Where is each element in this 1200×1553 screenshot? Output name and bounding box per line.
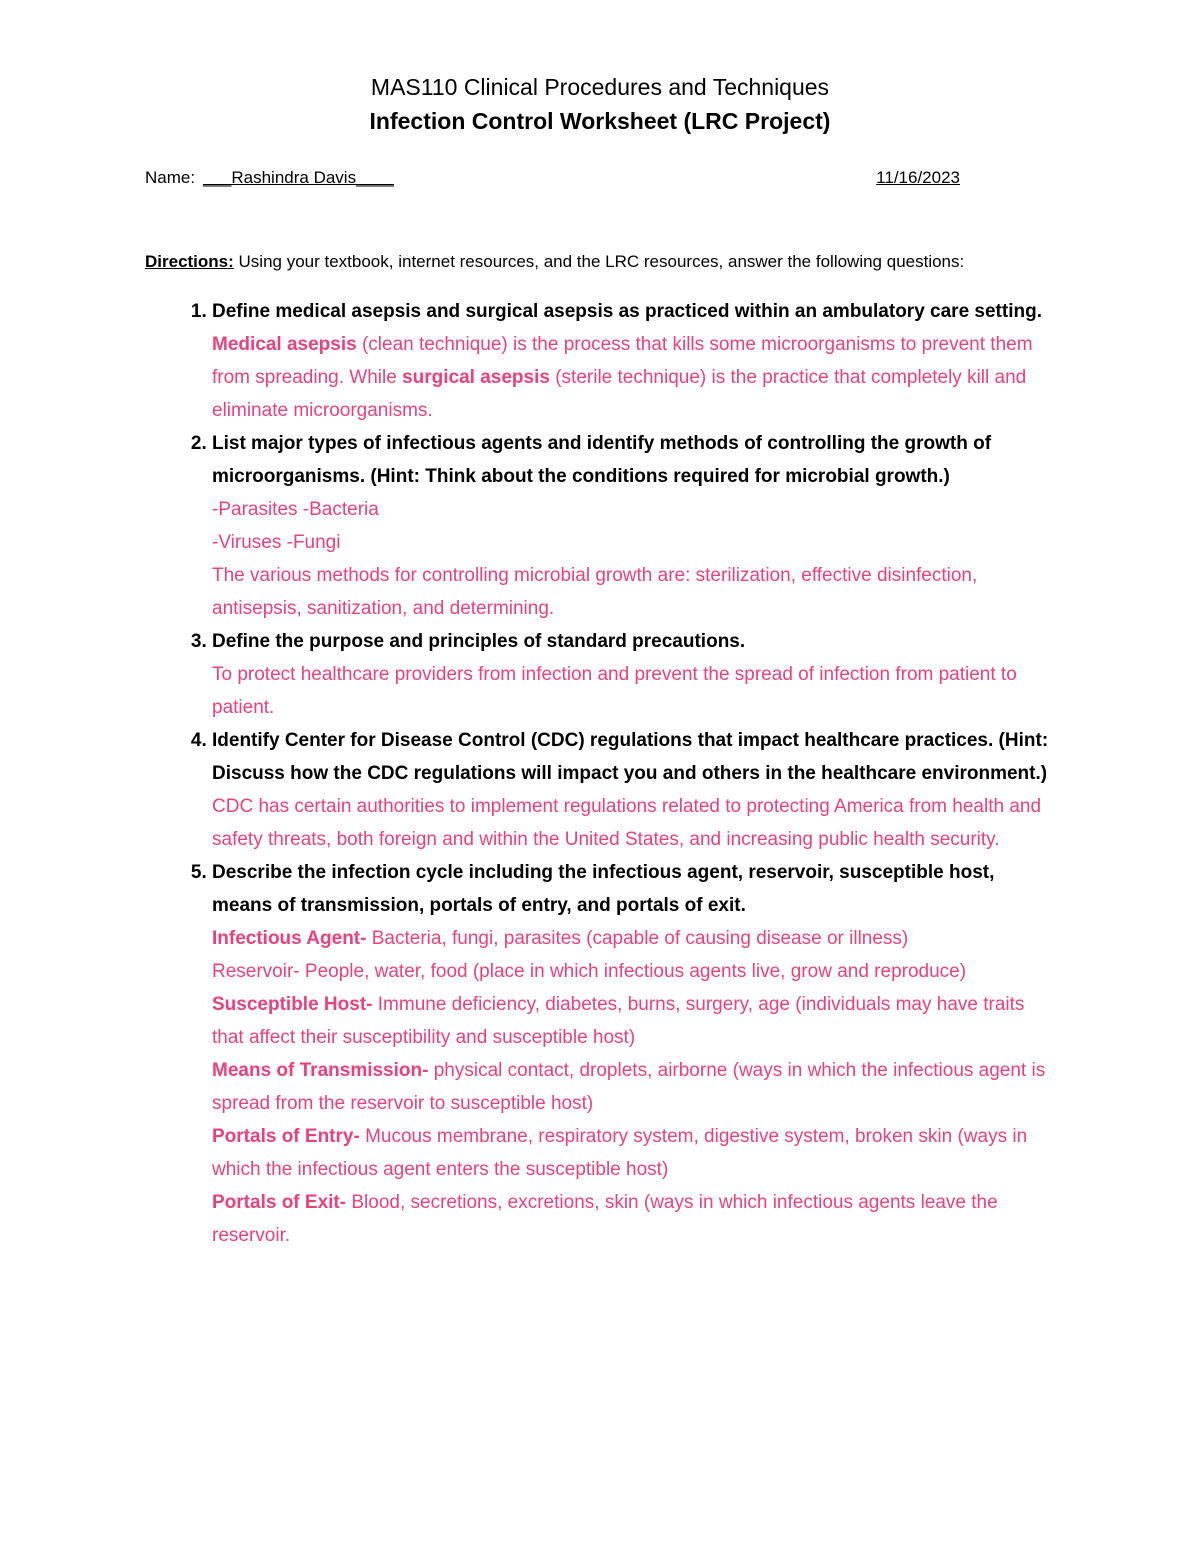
answer-term: Reservoir- bbox=[212, 961, 300, 982]
answer-term: Infectious Agent- bbox=[212, 928, 367, 949]
answer-term: Portals of Entry- bbox=[212, 1126, 360, 1147]
question-text: 5. Describe the infection cycle including the infectious agent, reservoir, susceptible host, means of transmission, portals of entry, and portals of exit. bbox=[212, 862, 995, 916]
name-label: Name: bbox=[145, 168, 196, 187]
question-item-3 bbox=[212, 625, 1055, 724]
question-item-1 bbox=[212, 295, 1055, 427]
question-text: 1. Define medical asepsis and surgical asepsis as practiced within an ambulatory care setting. bbox=[212, 301, 1042, 322]
answer-item bbox=[212, 1120, 1055, 1186]
document-title bbox=[145, 70, 1055, 138]
question-text: 4. Identify Center for Disease Control (CDC) regulations that impact healthcare practices. (Hint: Discuss how the CDC regulations will impact you and others in the healthcare environment.) bbox=[212, 730, 1049, 784]
answer-line: The various methods for controlling microbial growth are: sterilization, effective disinfection, antisepsis, sanitization, and determining. bbox=[212, 565, 978, 619]
answer-span: Bacteria, fungi, parasites (capable of causing disease or illness) bbox=[366, 928, 909, 949]
answer-line: -Parasites -Bacteria bbox=[212, 499, 379, 520]
worksheet-title: Infection Control Worksheet (LRC Project) bbox=[369, 108, 831, 134]
answer-term: Portals of Exit- bbox=[212, 1192, 347, 1213]
directions bbox=[145, 246, 1055, 277]
answer-term: Medical asepsis bbox=[212, 334, 357, 355]
answer-span: Mucous membrane, respiratory system, digestive system, broken skin (ways in which the infectious agent enters the susceptible host) bbox=[212, 1126, 1028, 1180]
answer-span: physical contact, droplets, airborne (ways in which the infectious agent is spread from the reservoir to susceptible host) bbox=[212, 1060, 1046, 1114]
directions-text: Using your textbook, internet resources, and the LRC resources, answer the following questions: bbox=[233, 252, 965, 271]
answer-line: -Viruses -Fungi bbox=[212, 532, 341, 553]
answer-item bbox=[212, 955, 1055, 988]
answer-span: Immune deficiency, diabetes, burns, surgery, age (individuals may have traits that affect their susceptibility and susceptible host) bbox=[212, 994, 1025, 1048]
question-item-4 bbox=[212, 724, 1055, 856]
answer-term: Means of Transmission- bbox=[212, 1060, 429, 1081]
name-date-row bbox=[145, 168, 1055, 192]
answer-item bbox=[212, 1054, 1055, 1120]
answer-text: To protect healthcare providers from infection and prevent the spread of infection from patient to patient. bbox=[212, 664, 1017, 718]
answer-span: People, water, food (place in which infectious agents live, grow and reproduce) bbox=[299, 961, 967, 982]
answer-text: CDC has certain authorities to implement regulations related to protecting America from health and safety threats, both foreign and within the United States, and increasing public health security. bbox=[212, 796, 1042, 850]
answer-span: (clean technique) is the process that kills some microorganisms to prevent them from spreading. While bbox=[212, 334, 1033, 388]
worksheet-date: 11/16/2023 bbox=[876, 168, 960, 187]
question-item-5 bbox=[212, 856, 1055, 1252]
question-list bbox=[145, 295, 1055, 1252]
answer-span: (sterile technique) is the practice that completely kill and eliminate microorganisms. bbox=[212, 367, 1027, 421]
answer-text bbox=[212, 328, 1055, 427]
answer-span: Blood, secretions, excretions, skin (ways in which infectious agents leave the reservoir. bbox=[212, 1192, 998, 1246]
answer-item bbox=[212, 922, 1055, 955]
answer-item bbox=[212, 1186, 1055, 1252]
directions-label: Directions: bbox=[145, 252, 234, 271]
question-item-2 bbox=[212, 427, 1055, 625]
question-text: 3. Define the purpose and principles of standard precautions. bbox=[212, 631, 746, 652]
course-title: MAS110 Clinical Procedures and Techniques bbox=[370, 74, 830, 100]
question-text: 2. List major types of infectious agents and identify methods of controlling the growth of microorganisms. (Hint: Think about the conditions required for microbial growth.) bbox=[212, 433, 992, 487]
answer-item bbox=[212, 988, 1055, 1054]
student-name: ___Rashindra Davis____ bbox=[203, 168, 394, 187]
answer-term: Susceptible Host- bbox=[212, 994, 373, 1015]
answer-term: surgical asepsis bbox=[402, 367, 550, 388]
